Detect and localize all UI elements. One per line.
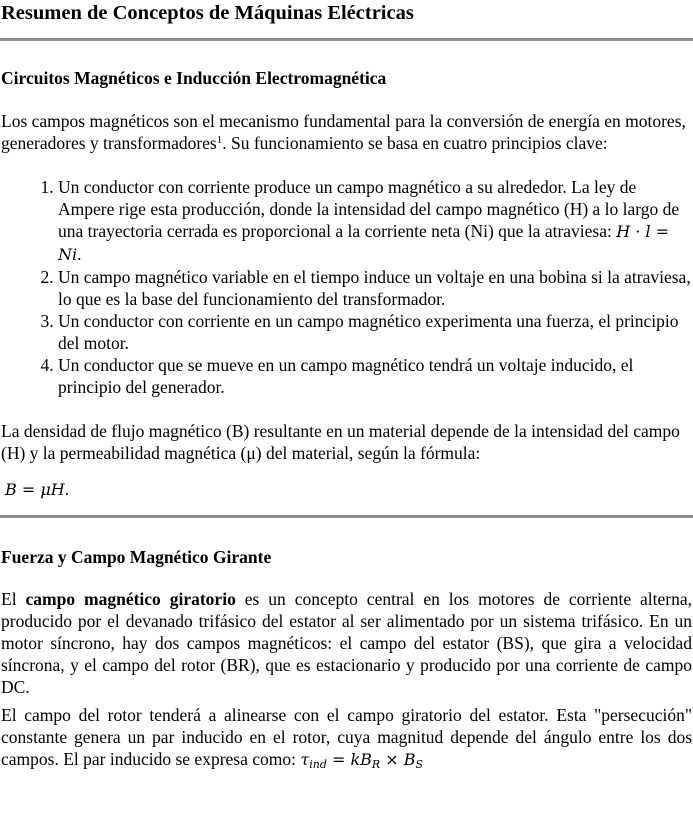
- list-item: [58, 266, 692, 310]
- tau-symbol: τ: [300, 750, 310, 769]
- principle-text: Un conductor con corriente produce un campo magnético a su alrededor. La ley de Ampere rige esta producción, donde la intensidad del campo magnético (H) a lo largo de una trayectoria cerrada es proporcional a la corriente neta (Ni) que la atraviesa:: [58, 177, 680, 241]
- subscript: ind: [309, 758, 327, 771]
- flux-formula: B = μH: [5, 480, 65, 499]
- intro-paragraph: [1, 110, 692, 154]
- section-heading-rotating-field: Fuerza y Campo Magnético Girante: [1, 547, 272, 567]
- ampere-formula: H · l = Ni: [58, 222, 670, 264]
- principles-list: [1, 176, 692, 398]
- intro-text-b: . Su funcionamiento se basa en cuatro principios clave:: [222, 133, 608, 153]
- intro-text-a: Los campos magnéticos son el mecanismo fundamental para la conversión de energía en motores, generadores y transformadores: [1, 111, 686, 153]
- list-item: [58, 354, 692, 398]
- flux-formula-line: [1, 478, 692, 501]
- torque-text: El campo del rotor tenderá a alinearse con el campo giratorio del estator. Esta "persecución" constante genera un par inducido en el rotor, cuya magnitud depende del ángulo entre los dos campos. El par inducido se expresa como:: [1, 705, 692, 769]
- bold-term: campo magnético giratorio: [25, 589, 236, 609]
- paragraph-lead: El: [1, 589, 26, 609]
- document-title: Resumen de Conceptos de Máquinas Eléctricas: [1, 2, 414, 24]
- section-heading-magnetic-circuits: Circuitos Magnéticos e Inducción Electromagnética: [1, 68, 387, 88]
- punctuation: .: [77, 244, 82, 264]
- list-item: [58, 310, 692, 354]
- flux-density-paragraph: La densidad de flujo magnético (B) resultante en un material depende de la intensidad del campo (H) y la permeabilidad magnética (μ) del material, según la fórmula:: [1, 421, 680, 463]
- principle-text: Un conductor con corriente en un campo magnético experimenta una fuerza, el principio del motor.: [58, 311, 679, 353]
- section-divider: [0, 515, 693, 518]
- principle-text: Un campo magnético variable en el tiempo induce un voltaje en una bobina si la atraviesa, lo que es la base del funcionamiento del transformador.: [58, 267, 691, 309]
- formula-part: × B: [380, 750, 416, 769]
- footnote-ref[interactable]: 1: [216, 134, 223, 146]
- section-divider: [0, 38, 693, 41]
- punctuation: .: [64, 479, 70, 499]
- torque-paragraph: [1, 704, 692, 771]
- paragraph-rest: es un concepto central en los motores de corriente alterna, producido por el devanado trifásico del estator al ser alimentado por un sistema trifásico. En un motor síncrono, hay dos campos magnéticos: el campo del estator (BS), que gira a velocidad síncrona, y el campo del rotor (BR), que es estacionario y producido por una corriente de campo DC.: [1, 589, 693, 697]
- subscript: S: [415, 758, 424, 771]
- subscript: R: [371, 758, 381, 771]
- principle-text: Un conductor que se mueve en un campo magnético tendrá un voltaje inducido, el principio del generador.: [58, 355, 634, 397]
- torque-formula: [300, 750, 423, 769]
- rotating-field-paragraph: [1, 588, 692, 698]
- list-item: [58, 176, 692, 266]
- formula-part: = kB: [326, 750, 372, 769]
